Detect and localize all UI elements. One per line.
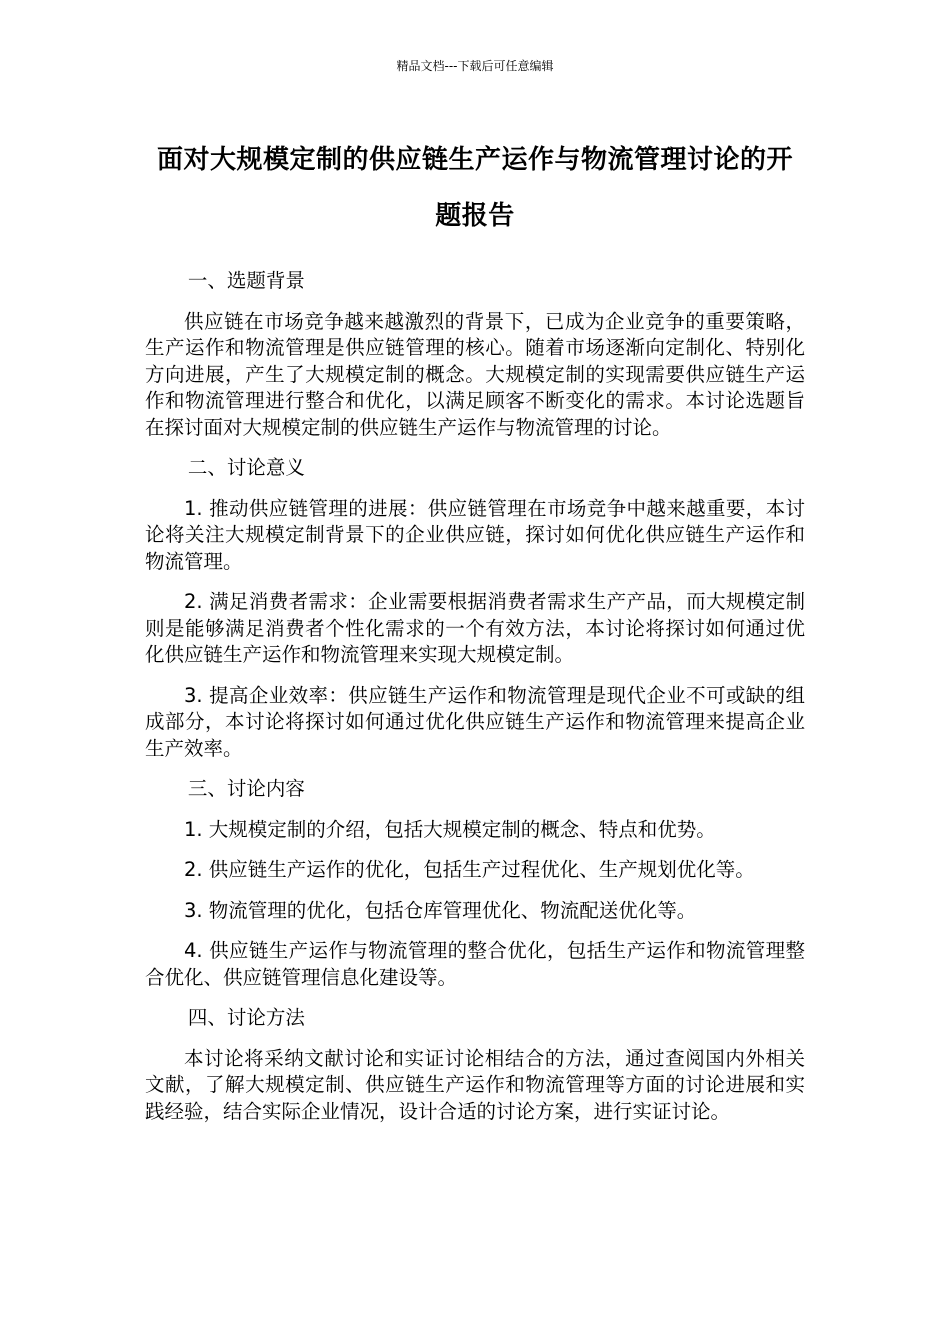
paragraph-content-1: 1. 大规模定制的介绍，包括大规模定制的概念、特点和优势。 [184,817,716,841]
section-heading-significance: 二、讨论意义 [187,456,305,479]
paragraph-content-3: 3. 物流管理的优化，包括仓库管理优化、物流配送优化等。 [184,898,697,922]
header-note: 精品文档---下载后可任意编辑 [396,59,554,73]
paragraph-content-2: 2. 供应链生产运作的优化，包括生产过程优化、生产规划优化等。 [184,858,755,881]
paragraph-method: 本讨论将采纳文献讨论和实证讨论相结合的方法，通过查阅国内外相关文献，了解大规模定制、供应链生产运作和物流管理等方面的讨论进展和实践经验，结合实际企业情况，设计合适的讨论方案，进行实证讨论。 [145,1046,805,1123]
section-heading-background: 一、选题背景 [187,269,305,292]
paragraph-significance-1: 1. 推动供应链管理的进展：供应链管理在市场竞争中越来越重要，本讨论将关注大规模定制背景下的企业供应链，探讨如何优化供应链生产运作和物流管理。 [145,496,805,573]
document-body [145,268,805,1139]
document-title: 面对大规模定制的供应链生产运作与物流管理讨论的开题报告 [156,145,793,231]
paragraph-significance-2: 2. 满足消费者需求：企业需要根据消费者需求生产产品，而大规模定制则是能够满足消费者个性化需求的一个有效方法，本讨论将探讨如何通过优化供应链生产运作和物流管理来实现大规模定制。 [145,590,805,666]
paragraph-content-4: 4. 供应链生产运作与物流管理的整合优化，包括生产运作和物流管理整合优化、供应链管理信息化建设等。 [145,939,805,989]
paragraph-background: 供应链在市场竞争越来越激烈的背景下，已成为企业竞争的重要策略，生产运作和物流管理是供应链管理的核心。随着市场逐渐向定制化、特别化方向进展，产生了大规模定制的概念。大规模定制的实现需要供应链生产运作和物流管理进行整合和优化，以满足顾客不断变化的需求。本讨论选题旨在探讨面对大规模定制的供应链生产运作与物流管理的讨论。 [145,309,805,439]
section-heading-content: 三、讨论内容 [187,777,305,800]
paragraph-significance-3: 3. 提高企业效率：供应链生产运作和物流管理是现代企业不可或缺的组成部分，本讨论将探讨如何通过优化供应链生产运作和物流管理来提高企业生产效率。 [145,683,805,760]
section-heading-method: 四、讨论方法 [187,1006,305,1029]
